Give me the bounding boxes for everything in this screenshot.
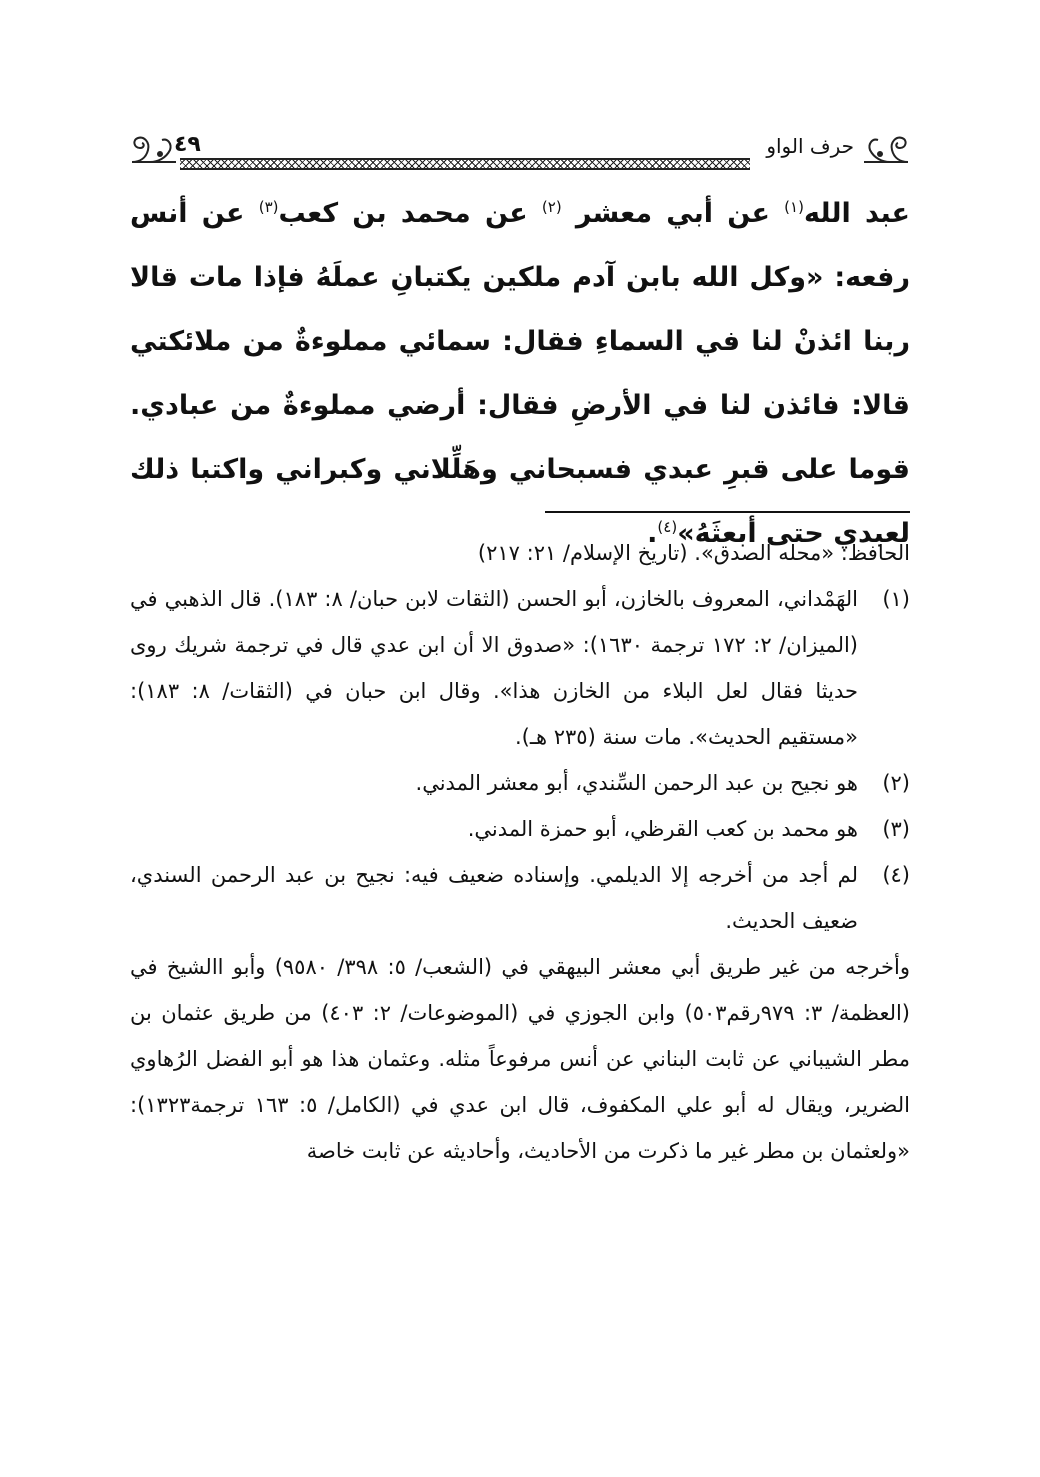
footnote-continuation: الحافظ: «محله الصدق». (تاريخ الإسلام/ ٢١: ٢١٧): [477, 541, 910, 565]
footnote-number: (١): [882, 587, 910, 611]
footnote-item: [130, 806, 910, 852]
footnote-number: (٣): [882, 817, 910, 841]
footnote-tail-paragraph: وأخرجه من غير طريق أبي معشر البيهقي في (الشعب/ ٥: ٣٩٨/ ٩٥٨٠) وأبو االشيخ في (العظمة/ ٣: ٩٧٩رقم٥٠٣) وابن الجوزي في (الموضوعات/ ٢: ٤٠٣) من طريق عثمان بن مطر الشيباني عن ثابت البناني عن أنس مرفوعاً مثله. وعثمان هذا هو أبو الفضل الرُهاوي الضرير، ويقال له أبو علي المكفوف، قال ابن عدي في (الكامل/ ٥: ١٦٣ ترجمة١٣٢٣): «ولعثمان بن مطر غير ما ذكرت من الأحاديث، وأحاديثه عن ثابت خاصة: [130, 955, 910, 1163]
main-text-segment: .: [647, 518, 658, 549]
hadith-main-text: [130, 182, 910, 566]
main-text-segment: عن أبي معشر: [561, 198, 785, 229]
footnotes-section: [130, 530, 910, 1174]
header-ornament-right-icon: [860, 132, 910, 166]
main-text-segment: عن أنس رفعه: «وكل الله بابن آدم ملكين يكتبانِ عملَهُ فإذا مات قالا ربنا ائذنْ لنا في السماءِ فقال: سمائي مملوءةٌ من ملائكتي قالا: فائذن لنا في الأرضِ فقال: أرضي مملوءةٌ من عبادي. قوما على قبرِ عبدي فسبحاني وهَلِّلاني وكبراني واكتبا ذلك لعبدي حتى أبعثَهُ»: [130, 198, 910, 549]
page-header: [130, 128, 910, 172]
footnote-ref-4[interactable]: (٤): [657, 518, 678, 536]
footnote-item: [130, 760, 910, 806]
footnote-text: الهَمْداني، المعروف بالخازن، أبو الحسن (الثقات لابن حبان/ ٨: ١٨٣). قال الذهبي في (الميزان/ ٢: ١٧٢ ترجمة ١٦٣٠): «صدوق الا أن ابن عدي قال في ترجمة شريك روى حديثا فقال لعل البلاء من الخازن هذا». وقال ابن حبان في (الثقات/ ٨: ١٨٣): «مستقيم الحديث». مات سنة (٢٣٥ هـ).: [130, 587, 858, 749]
main-text-segment: عن محمد بن كعب: [278, 198, 542, 229]
header-ornament-left-icon: [130, 132, 180, 166]
header-chapter-title: حرف الواو: [766, 134, 854, 158]
footnote-ref-2[interactable]: (٢): [541, 198, 562, 216]
footnote-text: هو نجيح بن عبد الرحمن السِّندي، أبو معشر المدني.: [415, 771, 858, 795]
footnote-item: [130, 852, 910, 944]
footnote-number: (٤): [882, 863, 910, 887]
footnote-number: (٢): [882, 771, 910, 795]
footnote-text: هو محمد بن كعب القرظي، أبو حمزة المدني.: [467, 817, 858, 841]
main-text-segment: عبد الله: [803, 198, 911, 229]
footnote-ref-1[interactable]: (١): [784, 198, 804, 216]
footnote-separator: [545, 511, 910, 513]
header-decorative-rule: [180, 158, 750, 170]
footnote-text: لم أجد من أخرجه إلا الديلمي. وإسناده ضعيف فيه: نجيح بن عبد الرحمن السندي، ضعيف الحديث.: [130, 863, 858, 933]
footnote-item: [130, 576, 910, 760]
header-page-number: ٤٩: [174, 132, 201, 157]
footnote-ref-3[interactable]: (٣): [258, 198, 279, 216]
